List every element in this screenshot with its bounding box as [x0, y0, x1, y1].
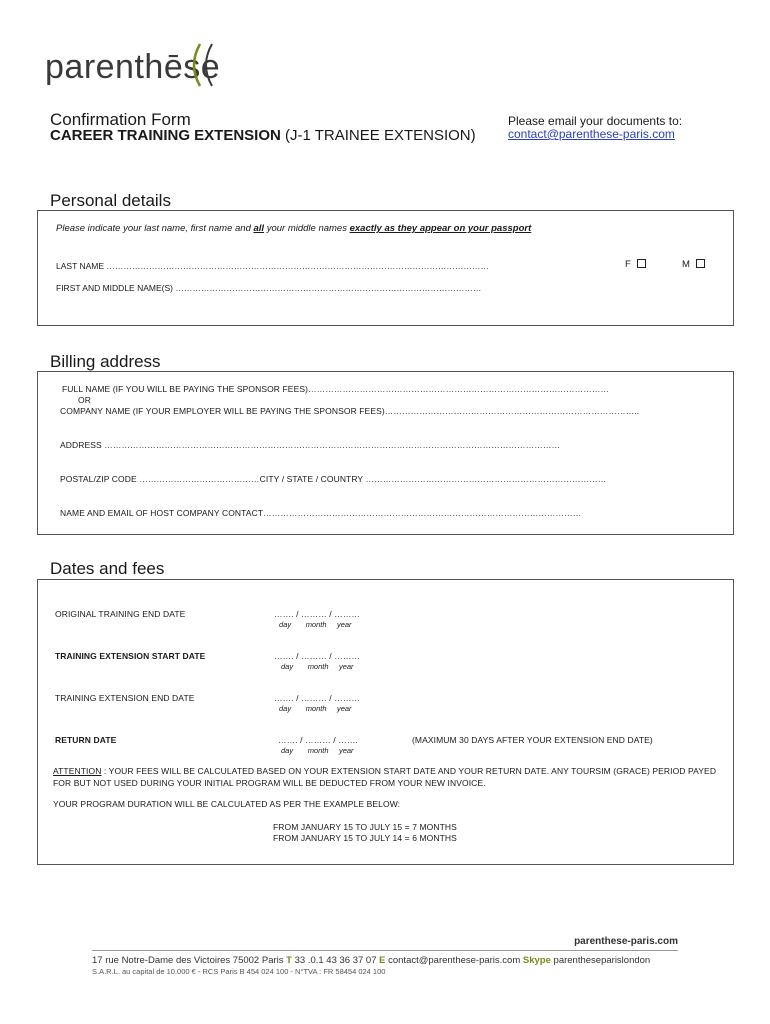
- date-sub-labels: day month year: [281, 746, 354, 755]
- attention-note-line2: FOR BUT NOT USED DURING YOUR INITIAL PROGRAM WILL BE DEDUCTED FROM YOUR NEW INVOICE.: [53, 778, 486, 788]
- dates-heading: Dates and fees: [50, 559, 165, 578]
- attention-text: : YOUR FEES WILL BE CALCULATED BASED ON YOUR EXTENSION START DATE AND YOUR RETURN DATE. ANY TOURSIM (GRACE) PERIOD PAYED: [101, 766, 717, 776]
- footer-address: 17 rue Notre-Dame des Victoires 75002 Paris: [92, 955, 287, 966]
- footer-contact-line: [92, 955, 650, 966]
- footer-website[interactable]: parenthese-paris.com: [574, 936, 678, 947]
- instruction-part-b: your middle names: [264, 223, 350, 234]
- subtitle-bold: CAREER TRAINING EXTENSION: [50, 127, 281, 144]
- extension-start-date-label: TRAINING EXTENSION START DATE: [55, 651, 206, 661]
- duration-note: YOUR PROGRAM DURATION WILL BE CALCULATED AS PER THE EXAMPLE BELOW:: [53, 799, 401, 809]
- personal-instruction: [56, 223, 531, 234]
- footer-skype: parentheseparislondon: [550, 955, 651, 966]
- footer-divider: [92, 950, 678, 951]
- original-end-date-field[interactable]: ……. / ……… / ………: [274, 609, 361, 619]
- first-middle-name-field[interactable]: FIRST AND MIDDLE NAME(S) ………………………………………………………………………………………………: [56, 283, 482, 293]
- form-subtitle: [50, 127, 476, 144]
- footer-legal: S.A.R.L. au capital de 10.000 € - RCS Paris B 454 024 100 - N°TVA : FR 58454 024 100: [92, 967, 386, 976]
- date-sub-labels: day month year: [281, 662, 354, 671]
- logo-parenthesis-icon: [186, 40, 220, 90]
- instruction-part-a: Please indicate your last name, first name and: [56, 223, 254, 234]
- return-date-label: RETURN DATE: [55, 735, 117, 745]
- postal-city-field[interactable]: POSTAL/ZIP CODE ……………………………………CITY / STATE / COUNTRY …………………………………………………………………………: [60, 474, 607, 484]
- extension-end-date-field[interactable]: ……. / ……… / ………: [274, 693, 361, 703]
- sex-f-option[interactable]: [625, 259, 646, 270]
- example-line-1: FROM JANUARY 15 TO JULY 15 = 7 MONTHS: [273, 822, 457, 832]
- extension-end-date-label: TRAINING EXTENSION END DATE: [55, 693, 195, 703]
- attention-label: ATTENTION: [53, 766, 102, 776]
- instruction-passport: exactly as they appear on your passport: [349, 223, 532, 234]
- footer-email-label: E: [379, 955, 386, 966]
- sex-f-label: F: [625, 259, 631, 270]
- billing-box: [37, 371, 734, 535]
- or-label: OR: [78, 395, 91, 405]
- attention-note: [53, 766, 716, 776]
- form-title: Confirmation Form: [50, 110, 191, 129]
- footer-email[interactable]: contact@parenthese-paris.com: [385, 955, 523, 966]
- company-logo-text: parenthēse: [45, 48, 221, 86]
- return-date-field[interactable]: ……. / ……… / …….: [278, 735, 358, 745]
- subtitle-rest: (J-1 TRAINEE EXTENSION): [285, 127, 476, 144]
- footer-skype-label: Skype: [522, 955, 551, 966]
- date-sub-labels: day month year: [279, 704, 352, 713]
- address-field[interactable]: ADDRESS ……………………………………………………………………………………………………………………………………………: [60, 440, 561, 450]
- personal-box: [37, 210, 734, 326]
- original-end-date-label: ORIGINAL TRAINING END DATE: [55, 609, 186, 619]
- company-name-field[interactable]: COMPANY NAME (IF YOUR EMPLOYER WILL BE PAYING THE SPONSOR FEES)……………………………………………………………………………..: [60, 406, 640, 416]
- host-contact-field[interactable]: NAME AND EMAIL OF HOST COMPANY CONTACT…………………………………………………………………………………………………: [60, 508, 582, 518]
- billing-heading: Billing address: [50, 352, 161, 371]
- footer-phone: 33 .0.1 43 36 37 07: [291, 955, 380, 966]
- personal-heading: Personal details: [50, 191, 171, 210]
- footer-phone-label: T: [286, 955, 292, 966]
- last-name-field[interactable]: LAST NAME ………………………………………………………………………………………………………………………: [56, 261, 489, 271]
- full-name-field[interactable]: FULL NAME (IF YOU WILL BE PAYING THE SPONSOR FEES)……………………………………………………………………………………………: [62, 384, 610, 394]
- dates-box: [37, 579, 734, 865]
- example-line-2: FROM JANUARY 15 TO JULY 14 = 6 MONTHS: [273, 833, 457, 843]
- date-sub-labels: day month year: [279, 620, 352, 629]
- email-note: Please email your documents to:: [508, 114, 683, 128]
- max-days-note: (MAXIMUM 30 DAYS AFTER YOUR EXTENSION END DATE): [412, 735, 653, 745]
- instruction-all: all: [253, 223, 265, 234]
- sex-m-checkbox[interactable]: [696, 259, 705, 268]
- extension-start-date-field[interactable]: ……. / ……… / ………: [274, 651, 361, 661]
- sex-f-checkbox[interactable]: [637, 259, 646, 268]
- sex-m-label: M: [682, 259, 690, 270]
- sex-m-option[interactable]: [682, 259, 705, 270]
- email-link[interactable]: contact@parenthese-paris.com: [508, 127, 675, 141]
